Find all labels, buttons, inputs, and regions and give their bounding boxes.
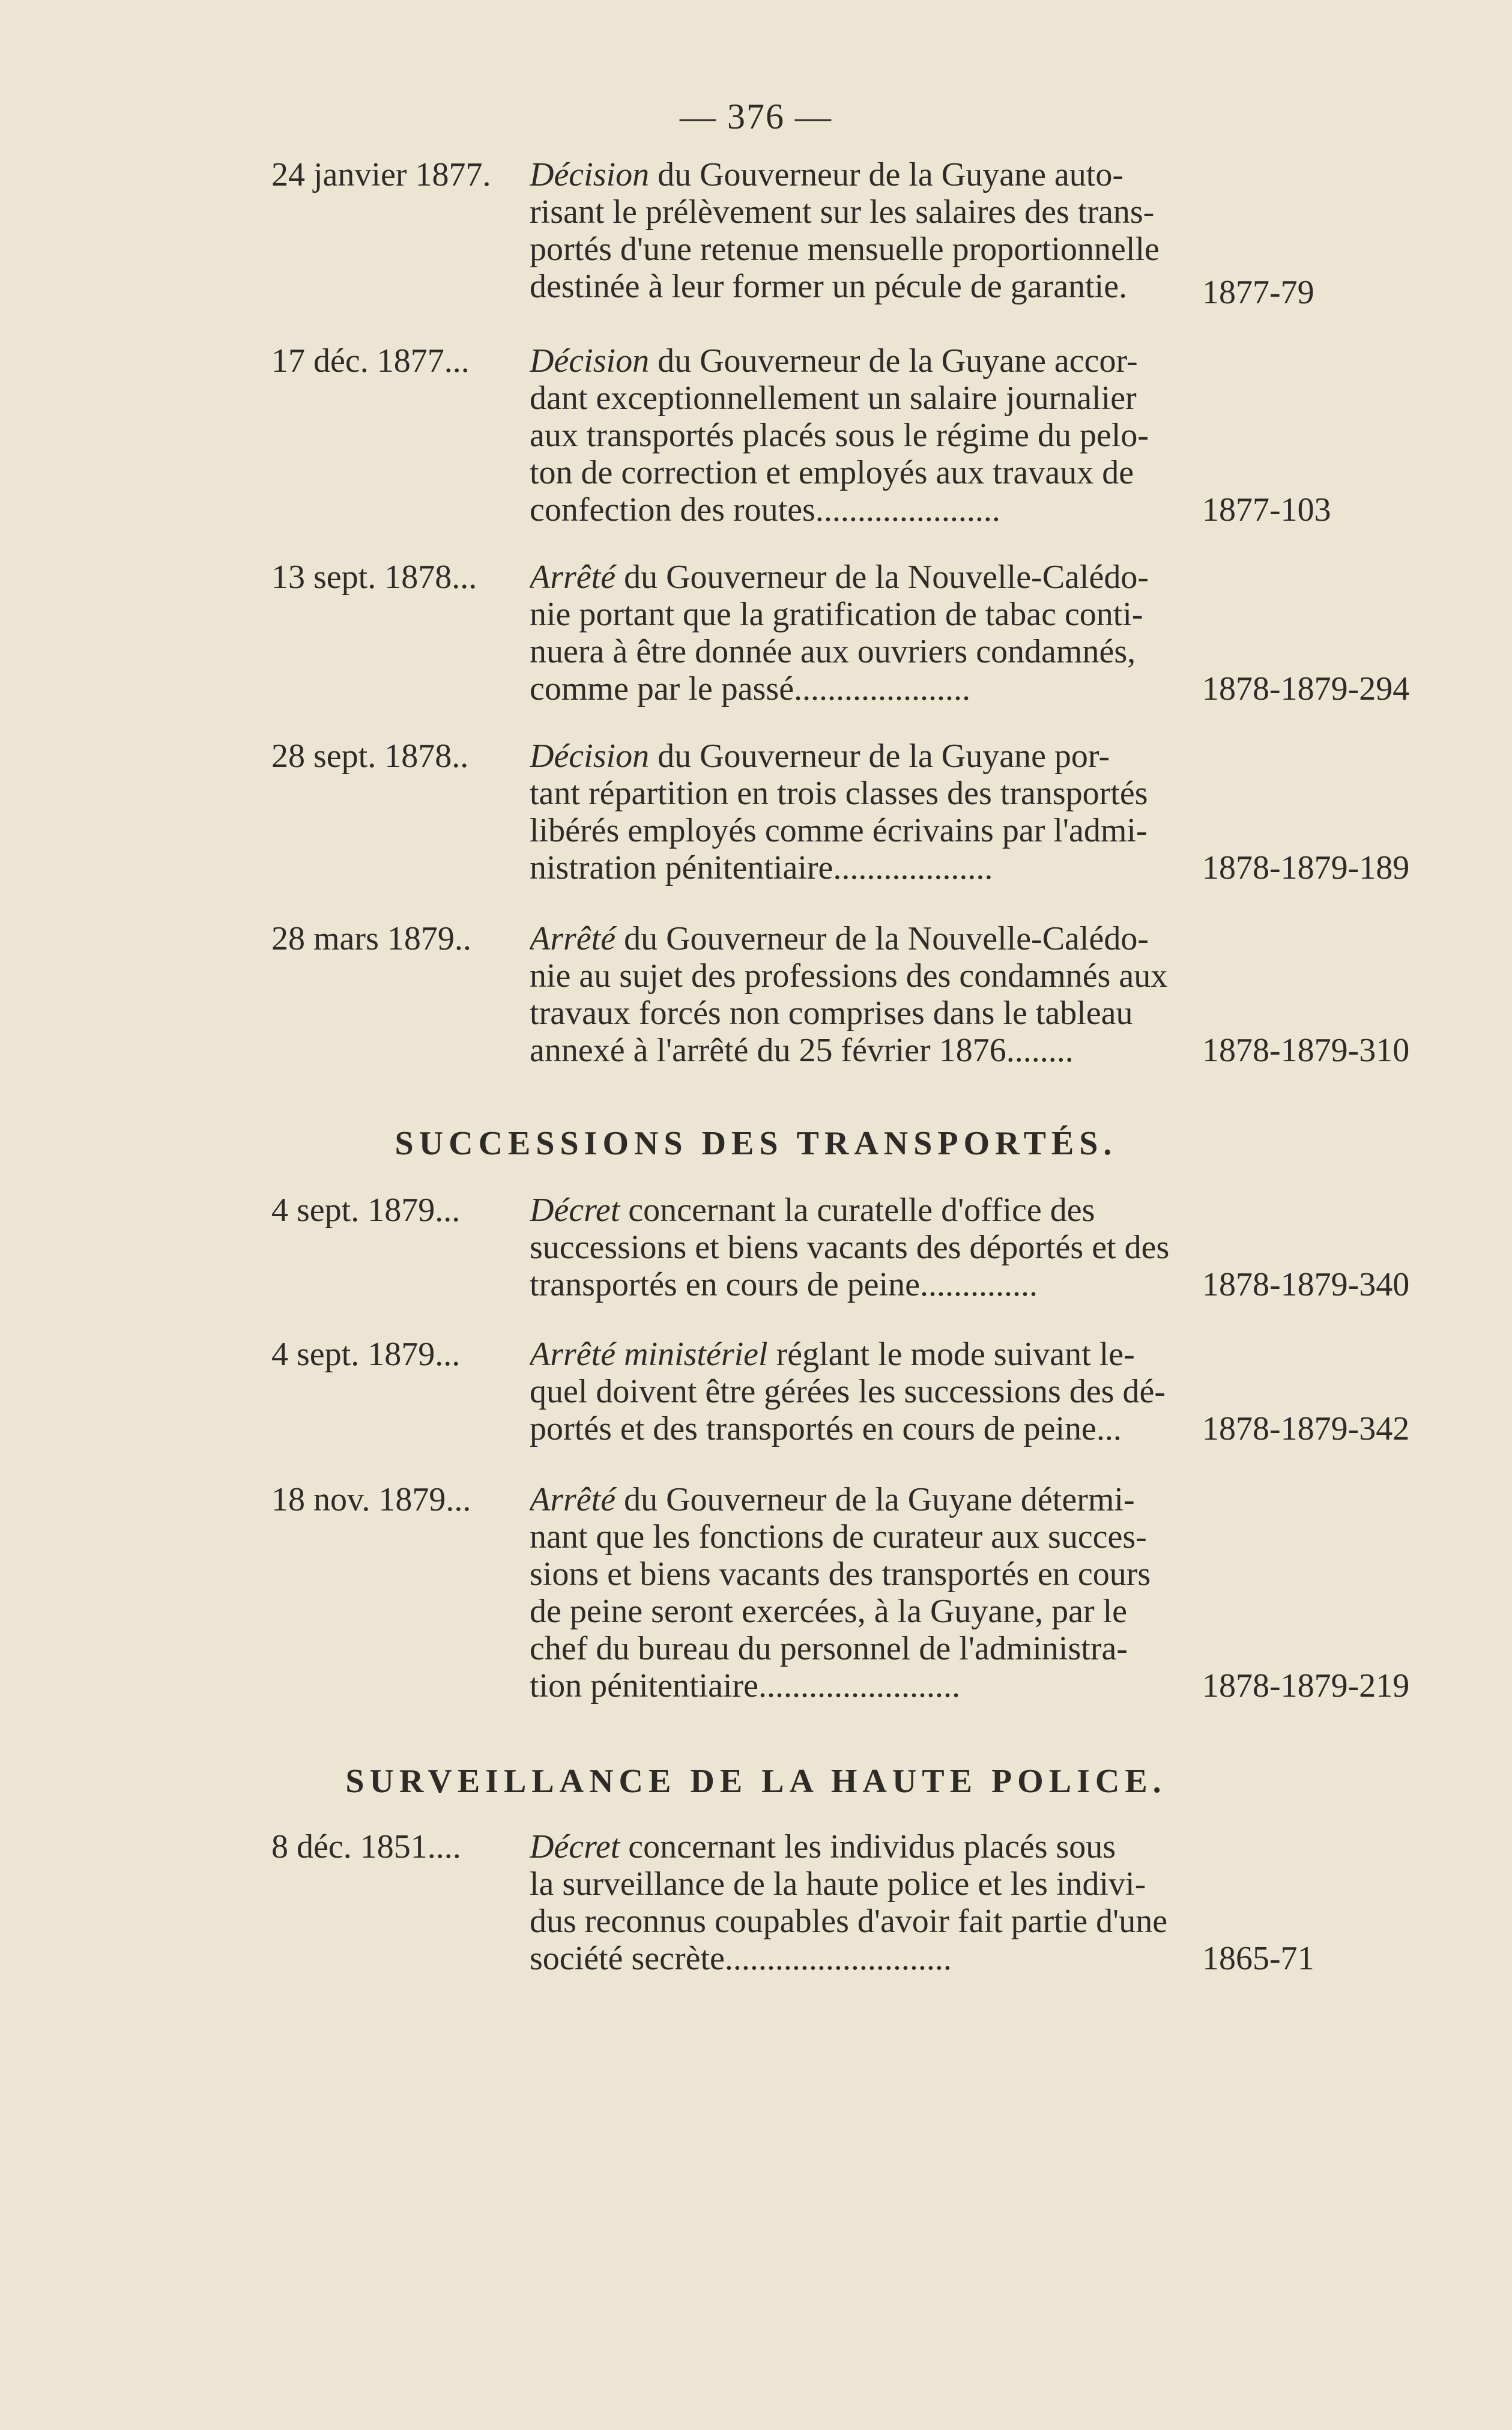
entry-line: nuera à être donnée aux ouvriers condamnés, — [530, 633, 1136, 670]
entry-line: Décision du Gouverneur de la Guyane auto- — [530, 156, 1123, 193]
entry-date: 17 déc. 1877... — [271, 342, 470, 380]
entry-reference: 1878-1879-340 — [1202, 1266, 1410, 1303]
entry-line: travaux forcés non comprises dans le tableau — [530, 995, 1133, 1032]
entry-lead: Décret — [530, 1192, 620, 1229]
section-title-successions: SUCCESSIONS DES TRANSPORTÉS. — [395, 1125, 1117, 1162]
entry-lead: Décision — [530, 738, 650, 775]
entry-lead: Arrêté ministériel — [530, 1336, 768, 1373]
entry-line: nie portant que la gratification de tabac conti- — [530, 596, 1143, 633]
entry-lead: Arrêté — [530, 1481, 616, 1518]
entry-line: Décision du Gouverneur de la Guyane por- — [530, 738, 1110, 775]
entry-date: 4 sept. 1879... — [271, 1192, 461, 1229]
entry-line: nant que les fonctions de curateur aux succes- — [530, 1518, 1147, 1556]
entry-line: tant répartition en trois classes des transportés — [530, 775, 1148, 812]
entry-text — [530, 920, 1190, 1069]
entry-text — [530, 1192, 1190, 1303]
entry-line: Décret concernant la curatelle d'office des — [530, 1192, 1095, 1229]
entry-line: la surveillance de la haute police et les indivi- — [530, 1865, 1146, 1903]
entry-reference: 1878-1879-219 — [1202, 1667, 1410, 1704]
entry-lead: Arrêté — [530, 559, 616, 596]
entry-line: libérés employés comme écrivains par l'admi- — [530, 812, 1148, 849]
entry-line: annexé à l'arrêté du 25 février 1876........ — [530, 1032, 1074, 1069]
entry-text — [530, 559, 1190, 707]
entry-date: 28 mars 1879.. — [271, 920, 471, 957]
entry-reference: 1878-1879-294 — [1202, 670, 1410, 707]
entry-date: 18 nov. 1879... — [271, 1481, 471, 1518]
entry-line: transportés en cours de peine.............. — [530, 1266, 1038, 1303]
entry-reference: 1877-79 — [1202, 274, 1314, 311]
entry-text — [530, 156, 1190, 305]
entry-line: nie au sujet des professions des condamnés aux — [530, 957, 1168, 995]
entry-line: confection des routes...................... — [530, 491, 1000, 529]
entry-line: Arrêté ministériel réglant le mode suivant le- — [530, 1336, 1135, 1373]
entry-line: dant exceptionnellement un salaire journalier — [530, 380, 1137, 417]
entry-text — [530, 738, 1190, 886]
entry-lead: Décision — [530, 342, 650, 380]
entry-line: quel doivent être gérées les successions des dé- — [530, 1373, 1166, 1410]
entry-reference: 1878-1879-189 — [1202, 849, 1410, 886]
entry-text — [530, 342, 1190, 529]
entry-date: 28 sept. 1878.. — [271, 738, 469, 775]
entry-text — [530, 1336, 1190, 1447]
entry-line: portés et des transportés en cours de peine... — [530, 1410, 1122, 1447]
entry-line: portés d'une retenue mensuelle proportionnelle — [530, 231, 1160, 268]
entry-text — [530, 1828, 1190, 1977]
entry-line: Arrêté du Gouverneur de la Guyane détermi- — [530, 1481, 1135, 1518]
entry-line: risant le prélèvement sur les salaires des trans- — [530, 193, 1155, 231]
entry-lead: Décret — [530, 1828, 620, 1865]
entry-reference: 1878-1879-310 — [1202, 1032, 1410, 1069]
entry-line: aux transportés placés sous le régime du pelo- — [530, 417, 1149, 454]
entry-line: dus reconnus coupables d'avoir fait partie d'une — [530, 1903, 1168, 1940]
section-title-surveillance: SURVEILLANCE DE LA HAUTE POLICE. — [345, 1763, 1167, 1800]
page-number: — 376 — — [680, 97, 832, 136]
entry-line: Décision du Gouverneur de la Guyane accor- — [530, 342, 1138, 380]
entry-line: Décret concernant les individus placés sous — [530, 1828, 1116, 1865]
entry-reference: 1865-71 — [1202, 1940, 1314, 1977]
entry-line: nistration pénitentiaire................... — [530, 849, 993, 886]
entry-line: Arrêté du Gouverneur de la Nouvelle-Calédo- — [530, 559, 1149, 596]
entry-date: 24 janvier 1877. — [271, 156, 491, 193]
entry-line: société secrète........................... — [530, 1940, 952, 1977]
entry-line: de peine seront exercées, à la Guyane, par le — [530, 1593, 1128, 1630]
entry-lead: Décision — [530, 156, 650, 193]
entry-line: comme par le passé..................... — [530, 670, 971, 707]
entry-reference: 1878-1879-342 — [1202, 1410, 1410, 1447]
entry-line: ton de correction et employés aux travaux de — [530, 454, 1134, 491]
entry-line: chef du bureau du personnel de l'administra- — [530, 1630, 1128, 1667]
entry-reference: 1877-103 — [1202, 491, 1331, 529]
entry-date: 8 déc. 1851.... — [271, 1828, 461, 1865]
entry-text — [530, 1481, 1190, 1704]
entry-line: sions et biens vacants des transportés en cours — [530, 1556, 1151, 1593]
entry-line: successions et biens vacants des déportés et des — [530, 1229, 1170, 1266]
entry-line: Arrêté du Gouverneur de la Nouvelle-Calédo- — [530, 920, 1149, 957]
entry-lead: Arrêté — [530, 920, 616, 957]
entry-date: 4 sept. 1879... — [271, 1336, 461, 1373]
entry-date: 13 sept. 1878... — [271, 559, 477, 596]
entry-line: tion pénitentiaire........................ — [530, 1667, 960, 1704]
entry-line: destinée à leur former un pécule de garantie. — [530, 268, 1128, 305]
